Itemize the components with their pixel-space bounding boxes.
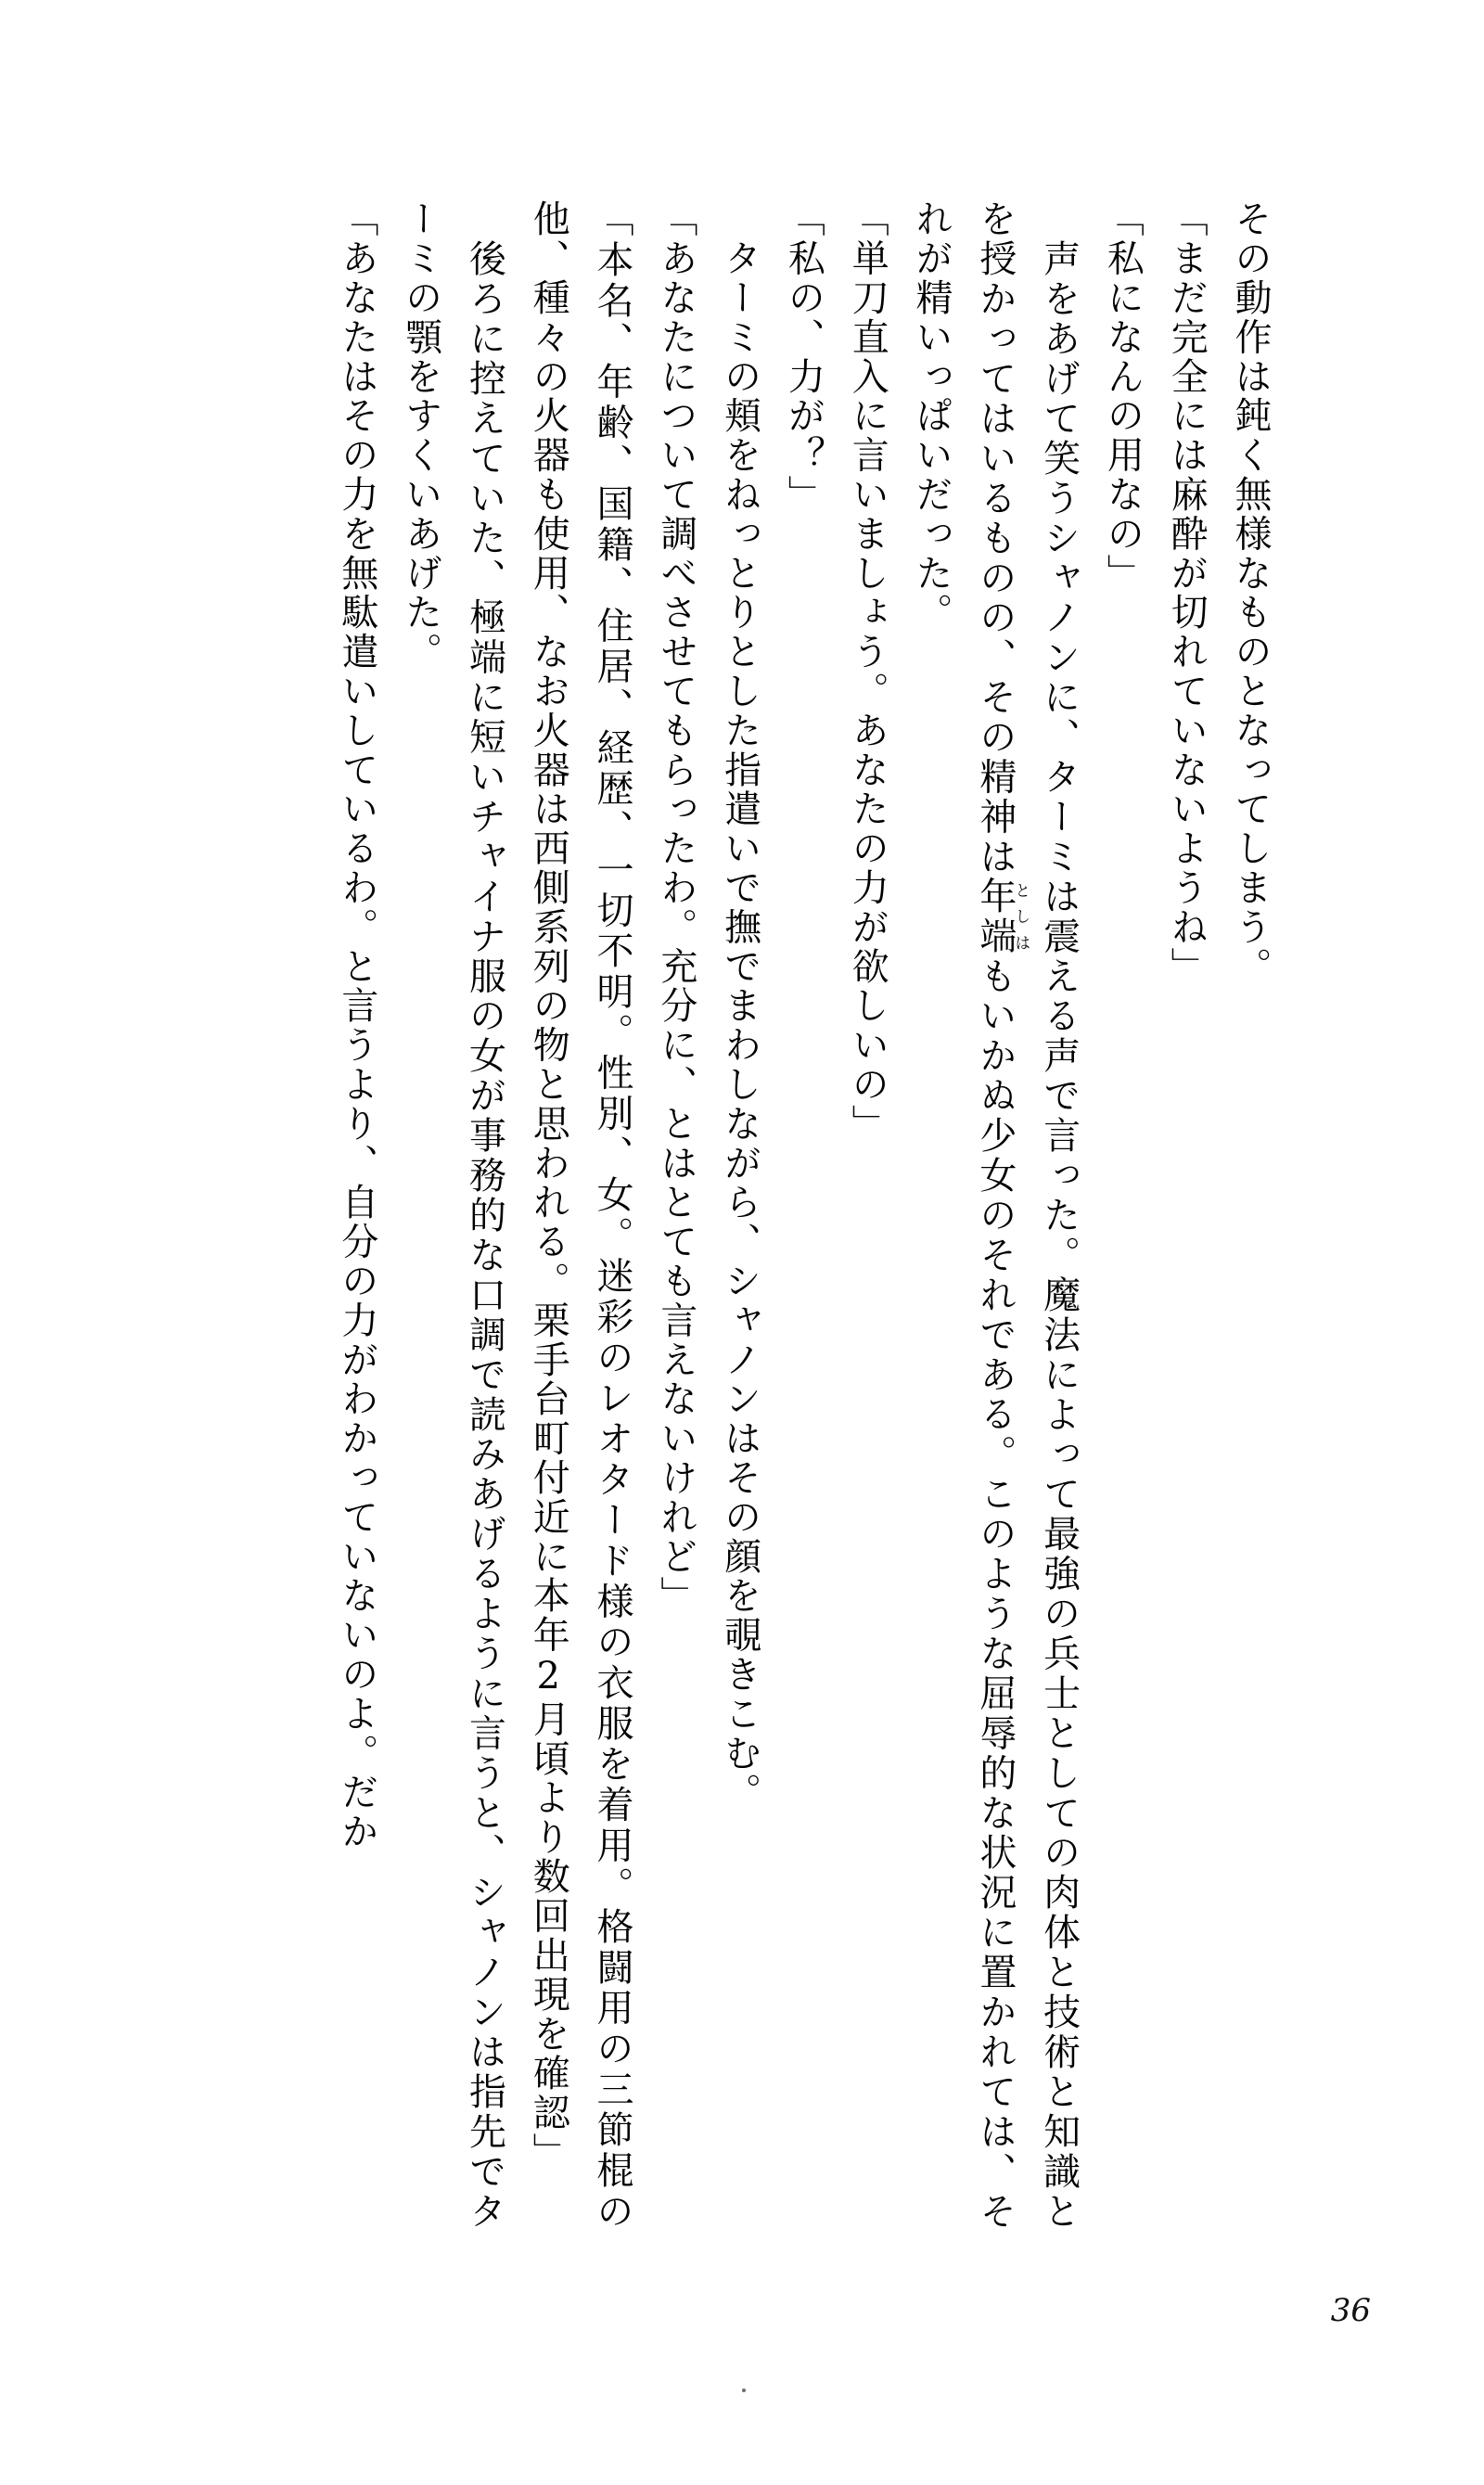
paragraph-10: 後ろに控えていた、極端に短いチャイナ服の女が事務的な口調で読みあげるように言うと、シャノンは指先でターミの顎をすくいあげた。	[399, 199, 506, 2231]
paragraph-5: 「単刀直入に言いましょう。あなたの力が欲しいの」	[846, 199, 889, 1144]
paragraph-8: 「あなたについて調べさせてもらったわ。充分に、とはとても言えないけれど」	[654, 199, 697, 1616]
paragraph-2: 「まだ完全には麻酔が切れていないようね」	[1165, 199, 1209, 986]
paragraph-11: 「あなたはその力を無駄遣いしているわ。と言うより、自分の力がわかっていないのよ。だか	[335, 199, 378, 1851]
paragraph-7: ターミの頬をねっとりとした指遣いで撫でまわしながら、シャノンはその顔を覗きこむ。	[718, 199, 761, 1813]
paragraph-6: 「私の、力が？」	[782, 199, 825, 515]
paragraph-1: その動作は鈍く無様なものとなってしまう。	[1229, 199, 1272, 986]
paragraph-9: 「本名、年齢、国籍、住居、経歴、一切不明。性別、女。迷彩のレオタード様の衣服を着用。格闘用の三節棍の他、種々の火器も使用、なお火器は西側系列の物と思われる。栗手台町付近に本年2月頃より数回出現を確認」	[527, 199, 634, 2231]
footer-dot-mark	[742, 2389, 746, 2392]
paragraph-4: 声をあげて笑うシャノンに、ターミは震える声で言った。魔法によって最強の兵士としての肉体と技術と知識とを授かってはいるものの、その精神は年端としはもいかぬ少女のそれである。このような屈辱的な状況に置かれては、それが精いっぱいだった。	[910, 199, 1081, 2231]
paragraph-3: 「私になんの用なの」	[1101, 199, 1145, 593]
page-number: 36	[1330, 2292, 1371, 2329]
vertical-text-body	[187, 199, 1282, 2231]
